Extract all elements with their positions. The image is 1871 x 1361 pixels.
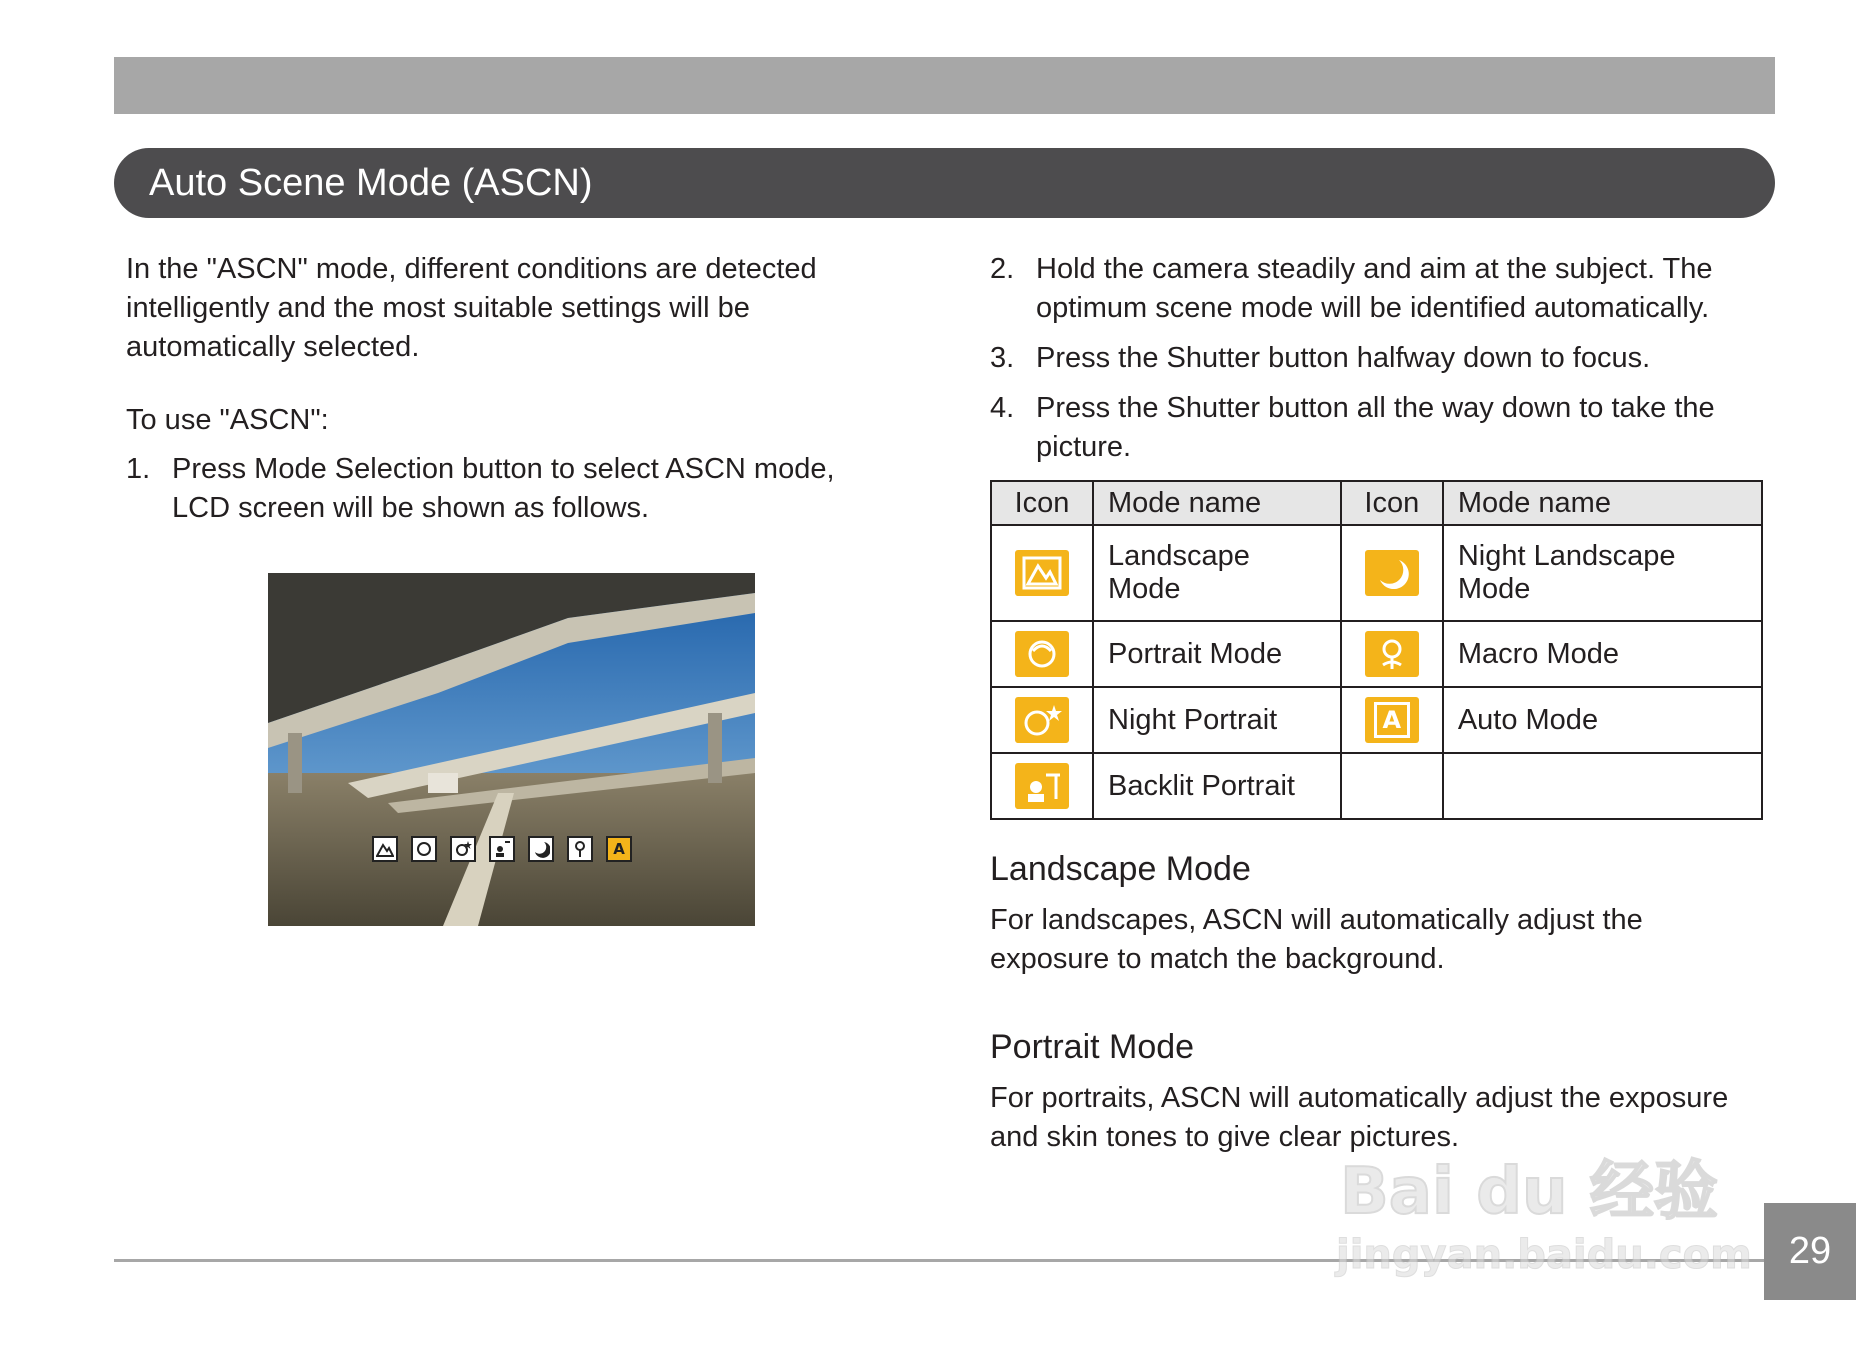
step-number: 2.: [990, 253, 1015, 285]
section-body: For portraits, ASCN will automatically adjust the exposure and skin tones to give clear pictures.: [990, 1082, 1729, 1153]
steps-list-left: [126, 450, 886, 528]
title-bar: [114, 148, 1775, 218]
table-cell: Auto Mode: [1443, 687, 1762, 753]
table-header-row: [991, 481, 1762, 525]
table-cell: Night Portrait: [1093, 687, 1341, 753]
table-row: [991, 753, 1762, 819]
table-icon-cell: [991, 687, 1093, 753]
landscape-icon: [1015, 550, 1069, 596]
table-icon-cell: [991, 621, 1093, 687]
table-cell: [1443, 753, 1762, 819]
section-heading: Landscape Mode: [990, 850, 1251, 888]
step-number: 4.: [990, 392, 1015, 424]
portrait-mode-section: [990, 1028, 1765, 1157]
table-icon-cell: [1341, 525, 1443, 621]
table-header: Icon: [991, 481, 1093, 525]
table-header: Icon: [1341, 481, 1443, 525]
auto-icon-letter: A: [1374, 702, 1411, 738]
step-number: 1.: [126, 453, 151, 485]
night-portrait-icon: [1015, 697, 1069, 743]
page-title: Auto Scene Mode (ASCN): [149, 161, 593, 204]
night-portrait-icon: [450, 836, 476, 862]
table-icon-cell: [1341, 687, 1443, 753]
intro-paragraph: In the "ASCN" mode, different conditions are detected intelligently and the most suitable settings will be automatically selected.: [126, 253, 817, 363]
table-cell: Landscape Mode: [1093, 525, 1341, 621]
landscape-icon: [372, 836, 398, 862]
table-row: [991, 687, 1762, 753]
table-cell: Night Landscape Mode: [1443, 525, 1762, 621]
to-use-label: To use "ASCN":: [126, 404, 329, 436]
auto-icon: [606, 836, 632, 862]
auto-icon: [1365, 697, 1419, 743]
table-header: Mode name: [1093, 481, 1341, 525]
step-text: Press Mode Selection button to select ASCN mode, LCD screen will be shown as follows.: [172, 453, 835, 524]
baidu-watermark: [1336, 1140, 1752, 1278]
table-icon-cell: [1341, 621, 1443, 687]
header-band: [114, 57, 1775, 114]
watermark-brand: Bai du 经验: [1340, 1155, 1718, 1229]
table-cell: Portrait Mode: [1093, 621, 1341, 687]
table-row: [991, 621, 1762, 687]
macro-icon: [1365, 631, 1419, 677]
table-cell: Macro Mode: [1443, 621, 1762, 687]
backlit-portrait-icon: [1015, 763, 1069, 809]
watermark-url: jingyan.baidu.com: [1336, 1232, 1752, 1278]
step-item: [126, 450, 886, 528]
right-column: [990, 250, 1765, 478]
table-row: [991, 525, 1762, 621]
night-landscape-icon: [1365, 550, 1419, 596]
page-number: 29: [1764, 1203, 1856, 1300]
step-item: [990, 339, 1765, 378]
step-text: Press the Shutter button halfway down to focus.: [1036, 342, 1651, 374]
scene-mode-table: [990, 480, 1763, 820]
section-heading: Portrait Mode: [990, 1028, 1195, 1066]
lcd-preview-image: [268, 573, 755, 926]
step-item: [990, 250, 1765, 328]
table-icon-cell: [991, 525, 1093, 621]
table-header: Mode name: [1443, 481, 1762, 525]
table-cell: Backlit Portrait: [1093, 753, 1341, 819]
macro-icon: [567, 836, 593, 862]
step-number: 3.: [990, 342, 1015, 374]
step-text: Press the Shutter button all the way down to take the picture.: [1036, 392, 1715, 463]
portrait-icon: [411, 836, 437, 862]
backlit-portrait-icon: [489, 836, 515, 862]
table-icon-cell: [991, 753, 1093, 819]
night-landscape-icon: [528, 836, 554, 862]
lcd-scene-icons: [372, 836, 632, 862]
auto-icon-letter: A: [613, 840, 625, 858]
steps-list-right: [990, 250, 1765, 467]
portrait-icon: [1015, 631, 1069, 677]
landscape-mode-section: [990, 850, 1765, 979]
section-body: For landscapes, ASCN will automatically adjust the exposure to match the background.: [990, 904, 1643, 975]
step-item: [990, 389, 1765, 467]
left-column: [126, 250, 886, 539]
table-icon-cell: [1341, 753, 1443, 819]
step-text: Hold the camera steadily and aim at the subject. The optimum scene mode will be identified automatically.: [1036, 253, 1713, 324]
